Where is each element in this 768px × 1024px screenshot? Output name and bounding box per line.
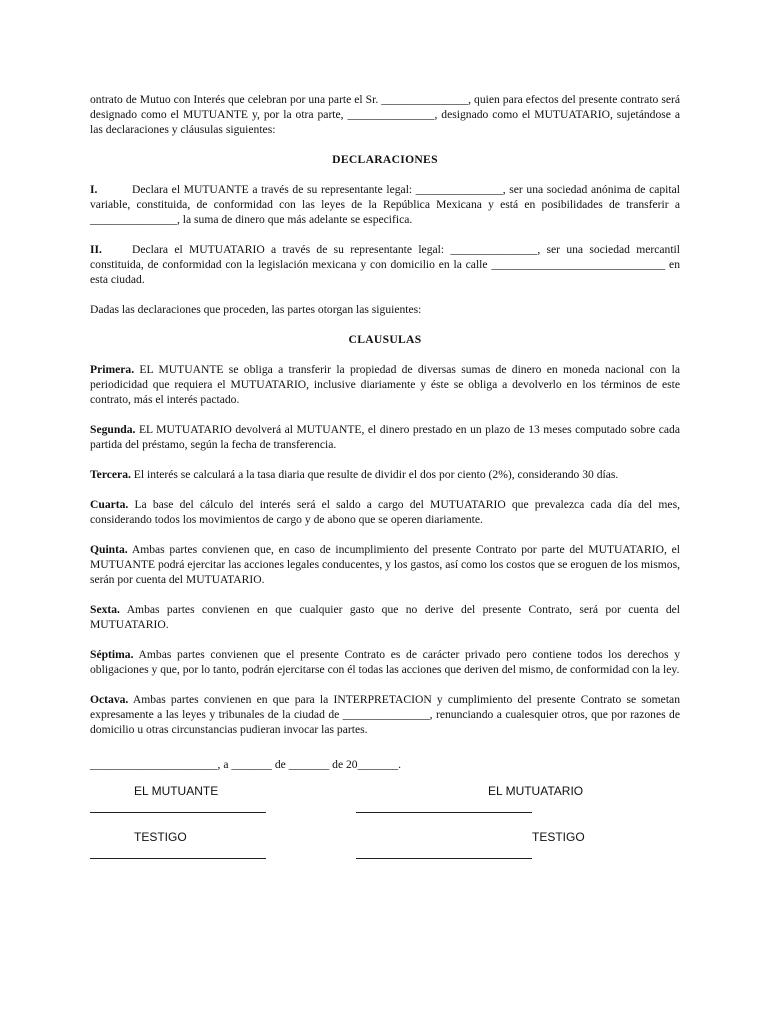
clausula-title: Cuarta.	[90, 498, 129, 511]
clausula-text: Ambas partes convienen en que cualquier gasto que no derive del presente Contrato, será por cuenta del MUTUATARIO.	[90, 603, 680, 631]
declaracion-text: Declara el MUTUATARIO a través de su representante legal: _______________, ser una sociedad mercantil constituida, de conformidad con la legislación mexicana y con domicilio en la calle ______________________________ en esta ciudad.	[90, 243, 680, 286]
clausulas-heading: CLAUSULAS	[348, 333, 422, 346]
mutuante-label: EL MUTUANTE	[134, 784, 219, 798]
testigo-left-signature-line	[90, 858, 266, 859]
clausula-text: Ambas partes convienen en que para la INTERPRETACION y cumplimiento del presente Contrato se sometan expresamente a las leyes y tribunales de la ciudad de _______________, renunciando a cualesquier otros, que por razones de domicilio u otras circunstancias pudieran invocar las partes.	[90, 693, 680, 736]
clausula-cuarta	[90, 497, 680, 527]
contract-document	[90, 92, 680, 876]
clausula-title: Segunda.	[90, 423, 136, 436]
clausula-title: Tercera.	[90, 468, 131, 481]
date-line: ______________________, a _______ de _______ de 20_______.	[90, 758, 402, 771]
testigo-left-label: TESTIGO	[134, 830, 187, 844]
clausula-text: Ambas partes convienen que, en caso de incumplimiento del presente Contrato por parte del MUTUATARIO, el MUTUANTE podrá ejercitar las acciones legales conducentes, y los gastos, así como los costos que se eroguen de los mismos, serán por cuenta del MUTUATARIO.	[90, 543, 680, 586]
clausula-text: EL MUTUATARIO devolverá al MUTUANTE, el dinero prestado en un plazo de 13 meses computado sobre cada partida del préstamo, según la fecha de transferencia.	[90, 423, 680, 451]
clausula-septima	[90, 647, 680, 677]
clausula-title: Quinta.	[90, 543, 128, 556]
clausula-sexta	[90, 602, 680, 632]
clausula-title: Sexta.	[90, 603, 120, 616]
declaracion-2	[90, 242, 680, 287]
declaraciones-heading: DECLARACIONES	[332, 153, 438, 166]
clausula-title: Séptima.	[90, 648, 134, 661]
signature-row-parties	[90, 784, 680, 830]
testigo-right-label: TESTIGO	[532, 830, 585, 844]
declaracion-1	[90, 182, 680, 227]
mutuante-signature-line	[90, 812, 266, 813]
clausula-tercera	[90, 467, 680, 482]
clausula-segunda	[90, 422, 680, 452]
testigo-right-signature-line	[356, 858, 532, 859]
mutuatario-label: EL MUTUATARIO	[488, 784, 584, 798]
signature-row-witnesses	[90, 830, 680, 876]
dadas-paragraph: Dadas las declaraciones que proceden, las partes otorgan las siguientes:	[90, 303, 422, 316]
clausula-text: Ambas partes convienen que el presente Contrato es de carácter privado pero contiene todos los derechos y obligaciones y que, por lo tanto, podrán ejercitarse con él todas las acciones que deriven del mismo, de conformidad con la ley.	[90, 648, 681, 676]
clausula-quinta	[90, 542, 680, 587]
clausula-title: Primera.	[90, 363, 135, 376]
declaracion-number: I.	[90, 183, 98, 196]
clausula-octava	[90, 692, 680, 737]
intro-paragraph: ontrato de Mutuo con Interés que celebran por una parte el Sr. _______________, quien para efectos del presente contrato será designado como el MUTUANTE y, por la otra parte, _______________, designado como el MUTUATARIO, sujetándose a las declaraciones y cláusulas siguientes:	[90, 93, 680, 136]
clausula-text: La base del cálculo del interés será el saldo a cargo del MUTUATARIO que prevalezca cada día del mes, considerando todos los movimientos de cargo y de abono que se operen diariamente.	[90, 498, 680, 526]
clausula-primera	[90, 362, 680, 407]
declaracion-number: II.	[90, 243, 102, 256]
clausula-title: Octava.	[90, 693, 129, 706]
clausula-text: El interés se calculará a la tasa diaria que resulte de dividir el dos por ciento (2%), considerando 30 días.	[133, 468, 619, 481]
clausula-text: EL MUTUANTE se obliga a transferir la propiedad de diversas sumas de dinero en moneda nacional con la periodicidad que requiera el MUTUATARIO, inclusive diariamente y éste se obliga a devolverlo en los términos de este contrato, más el interés pactado.	[90, 363, 680, 406]
mutuatario-signature-line	[356, 812, 532, 813]
declaracion-text: Declara el MUTUANTE a través de su representante legal: _______________, ser una sociedad anónima de capital variable, constituida, de conformidad con las leyes de la República Mexicana y está en posibilidades de transferir a _______________, la suma de dinero que más adelante se especifica.	[90, 183, 680, 226]
